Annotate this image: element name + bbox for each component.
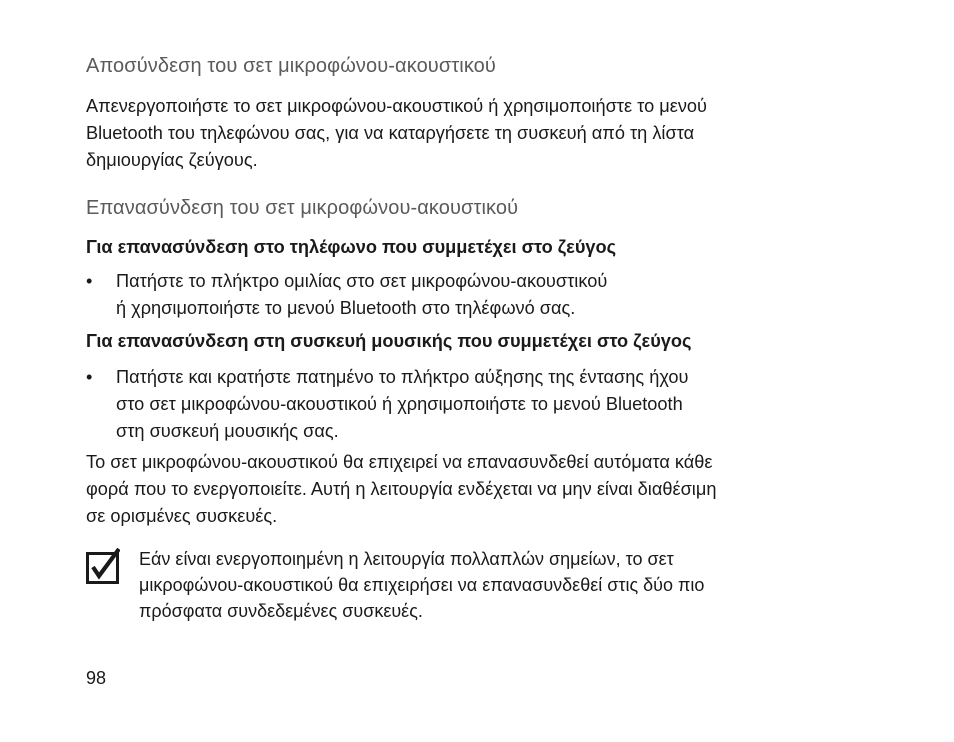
bullet-line: Πατήστε το πλήκτρο ομιλίας στο σετ μικροφώνου-ακουστικού [116,271,608,291]
bullet-text [116,364,688,445]
paragraph-line: σε ορισμένες συσκευές. [86,506,278,526]
paragraph-line: Bluetooth του τηλεφώνου σας, για να καταργήσετε τη συσκευή από τη λίστα [86,123,695,143]
bullet-dot: • [86,367,93,387]
note-text [139,546,704,624]
note-line: πρόσφατα συνδεδεμένες συσκευές. [139,601,423,621]
bullet-line: ή χρησιμοποιήστε το μενού Bluetooth στο τηλέφωνό σας. [116,298,576,318]
bullet-line: στο σετ μικροφώνου-ακουστικού ή χρησιμοποιήστε το μενού Bluetooth [116,394,683,414]
disconnect-paragraph [86,93,707,174]
bullet-dot: • [86,271,93,291]
section-heading-disconnect: Αποσύνδεση του σετ μικροφώνου-ακουστικού [86,55,496,77]
note-line: μικροφώνου-ακουστικού θα επιχειρήσει να επανασυνδεθεί στις δύο πιο [139,575,705,595]
paragraph-line: Απενεργοποιήστε το σετ μικροφώνου-ακουστικού ή χρησιμοποιήστε το μενού [86,96,707,116]
paragraph-line: φορά που το ενεργοποιείτε. Αυτή η λειτουργία ενδέχεται να μην είναι διαθέσιμη [86,479,717,499]
subheading-music-reconnect: Για επανασύνδεση στη συσκευή μουσικής που συμμετέχει στο ζεύγος [86,331,692,351]
note-line: Εάν είναι ενεργοποιημένη η λειτουργία πολλαπλών σημείων, το σετ [139,549,674,569]
auto-reconnect-paragraph [86,449,716,530]
paragraph-line: Το σετ μικροφώνου-ακουστικού θα επιχειρεί να επανασυνδεθεί αυτόματα κάθε [86,452,713,472]
bullet-text [116,268,607,322]
note-box [86,546,876,626]
checkbox-check-icon [86,548,120,584]
bullet-line: Πατήστε και κρατήστε πατημένο το πλήκτρο αύξησης της έντασης ήχου [116,367,689,387]
page-number: 98 [86,668,107,688]
bullet-line: στη συσκευή μουσικής σας. [116,421,339,441]
paragraph-line: δημιουργίας ζεύγους. [86,150,258,170]
section-heading-reconnect: Επανασύνδεση του σετ μικροφώνου-ακουστικού [86,197,519,219]
subheading-phone-reconnect: Για επανασύνδεση στο τηλέφωνο που συμμετέχει στο ζεύγος [86,237,617,257]
